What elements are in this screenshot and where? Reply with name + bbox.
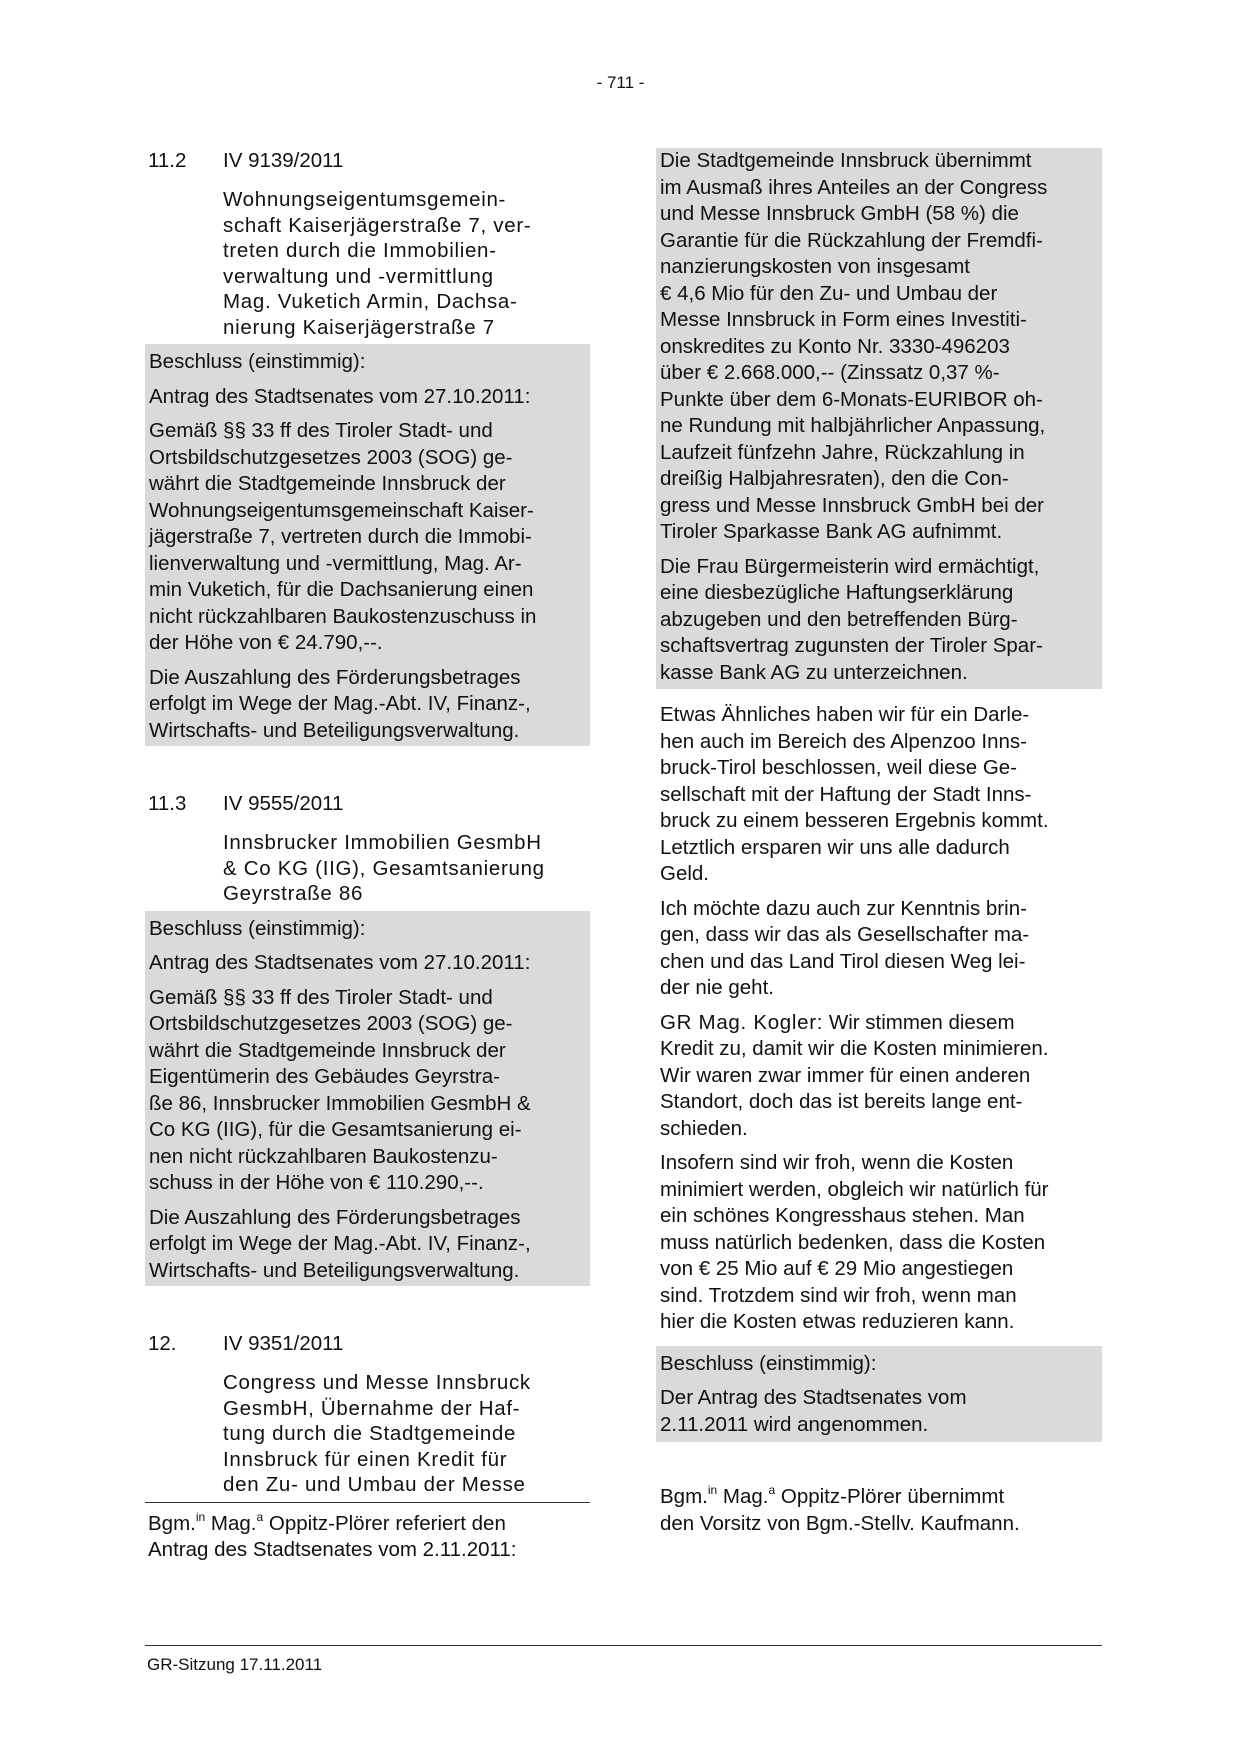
text-line: hier die Kosten etwas reduzieren kann. — [660, 1310, 1015, 1333]
resolution-block-11-3 — [145, 911, 590, 1287]
text-line: schieden. — [660, 1116, 748, 1140]
text-fragment: Oppitz-Plörer übernimmt — [775, 1485, 1005, 1508]
text-line: ne Rundung mit halbjährlicher Anpassung, — [660, 414, 1046, 437]
text-line: gress und Messe Innsbruck GmbH bei der — [660, 493, 1044, 517]
text-line: gen, dass wir das als Gesellschafter ma- — [660, 923, 1030, 946]
text-line: muss natürlich bedenken, dass die Kosten — [660, 1230, 1046, 1254]
title-line: Congress und Messe Innsbruck — [223, 1371, 531, 1394]
title-line: nierung Kaiserjägerstraße 7 — [223, 315, 495, 339]
text-line: Tiroler Sparkasse Bank AG aufnimmt. — [660, 520, 1003, 543]
adopted-text — [660, 1385, 1098, 1438]
text-line: schaftsvertrag zugunsten der Tiroler Spar- — [660, 634, 1043, 657]
text-line: erfolgt im Wege der Mag.-Abt. IV, Finanz-, — [149, 692, 531, 715]
superscript: in — [707, 1483, 718, 1497]
superscript: a — [768, 1483, 776, 1497]
text-line: sind. Trotzdem sind wir froh, wenn man — [660, 1283, 1017, 1307]
agenda-item-11-3-title — [223, 830, 590, 907]
speech-paragraph — [660, 1150, 1102, 1336]
title-line: Mag. Vuketich Armin, Dachsa- — [223, 290, 518, 313]
text-line: Wir waren zwar immer für einen anderen — [660, 1063, 1031, 1087]
text-line: minimiert werden, obgleich wir natürlich für — [660, 1177, 1049, 1201]
text-line: lienverwaltung und -vermittlung, Mag. Ar- — [149, 551, 522, 575]
text-line: Laufzeit fünfzehn Jahre, Rückzahlung in — [660, 440, 1025, 464]
agenda-number: 11.3 — [148, 792, 187, 815]
text-line: Ortsbildschutzgesetzes 2003 (SOG) ge- — [149, 445, 513, 469]
agenda-item-12-title-block — [145, 1370, 590, 1503]
text-line: nicht rückzahlbaren Baukostenzuschuss in — [149, 604, 537, 628]
title-line: & Co KG (IIG), Gesamtsanierung — [223, 856, 545, 880]
title-line: Innsbrucker Immobilien GesmbH — [223, 831, 542, 854]
text-fragment: Wir stimmen diesem — [823, 1010, 1015, 1034]
title-line: verwaltung und -vermittlung — [223, 264, 494, 288]
text-line: währt die Stadtgemeinde Innsbruck der — [149, 1038, 506, 1062]
text-line: währt die Stadtgemeinde Innsbruck der — [149, 472, 506, 495]
text-line: Co KG (IIG), für die Gesamtsanierung ei- — [149, 1118, 522, 1141]
text-line: Standort, doch das ist bereits lange ent- — [660, 1090, 1023, 1113]
speech-paragraph — [660, 896, 1102, 1002]
agenda-item-11-2-header — [148, 148, 590, 174]
text-line: eine diesbezügliche Haftungserklärung — [660, 581, 1014, 604]
text-line: Die Auszahlung des Förderungsbetrages — [149, 665, 521, 689]
superscript: in — [195, 1509, 206, 1524]
title-line: den Zu- und Umbau der Messe — [223, 1473, 526, 1496]
text-line: jägerstraße 7, vertreten durch die Immobi- — [149, 525, 532, 548]
resolution-block-12 — [656, 1346, 1102, 1443]
agenda-item-12-header — [148, 1331, 590, 1357]
agenda-number: 11.2 — [148, 149, 187, 172]
resolution-text — [149, 418, 586, 657]
resolution-heading: Beschluss (einstimmig): — [660, 1351, 877, 1375]
speech-paragraph — [660, 702, 1102, 888]
text-line: Letztlich ersparen wir uns alle dadurch — [660, 835, 1010, 859]
text-line: Garantie für die Rückzahlung der Fremdfi- — [660, 228, 1043, 252]
text-line: erfolgt im Wege der Mag.-Abt. IV, Finanz-, — [149, 1232, 531, 1255]
title-abbrev: Mag. — [717, 1485, 769, 1508]
title-line: Innsbruck für einen Kredit für — [223, 1447, 508, 1471]
page-number: - 711 - — [596, 73, 645, 92]
text-line: und Messe Innsbruck GmbH (58 %) die — [660, 202, 1019, 225]
text-line: Der Antrag des Stadtsenates vom — [660, 1386, 967, 1409]
text-line: kasse Bank AG zu unterzeichnen. — [660, 660, 968, 684]
agenda-reference: IV 9139/2011 — [223, 149, 344, 172]
text-line: den Vorsitz von Bgm.-Stellv. Kaufmann. — [660, 1511, 1020, 1535]
text-line — [660, 1484, 1102, 1511]
text-line: Wirtschafts- und Beteiligungsverwaltung. — [149, 1258, 520, 1282]
text-line: ße 86, Innsbrucker Immobilien GesmbH & — [149, 1091, 531, 1115]
text-line: Die Stadtgemeinde Innsbruck übernimmt — [660, 149, 1032, 172]
text-line: im Ausmaß ihres Anteiles an der Congress — [660, 175, 1048, 199]
text-line: bruck-Tirol beschlossen, weil diese Ge- — [660, 756, 1017, 779]
resolution-heading: Beschluss (einstimmig): — [149, 916, 366, 940]
left-column — [145, 148, 590, 1564]
rapporteur-line: Antrag des Stadtsenates vom 2.11.2011: — [148, 1538, 517, 1561]
text-line: ein schönes Kongresshaus stehen. Man — [660, 1204, 1025, 1227]
title-line: Geyrstraße 86 — [223, 882, 364, 905]
title-line: GesmbH, Übernahme der Haf- — [223, 1396, 521, 1420]
superscript: a — [256, 1509, 264, 1524]
speech-paragraph — [660, 1010, 1102, 1143]
text-line: Wohnungseigentumsgemeinschaft Kaiser- — [149, 498, 534, 522]
text-line: nen nicht rückzahlbaren Baukostenzu- — [149, 1144, 498, 1168]
text-line: sellschaft mit der Haftung der Stadt Inns- — [660, 782, 1032, 806]
text-line: Die Auszahlung des Förderungsbetrages — [149, 1205, 521, 1229]
agenda-item-11-2-title — [223, 187, 590, 340]
text-line: Kredit zu, damit wir die Kosten minimieren. — [660, 1037, 1049, 1060]
agenda-number: 12. — [148, 1332, 177, 1355]
text-line: Eigentümerin des Gebäudes Geyrstra- — [149, 1065, 500, 1088]
text-line: Wirtschafts- und Beteiligungsverwaltung. — [149, 718, 520, 742]
rapporteur-line — [148, 1511, 590, 1538]
text-line: bruck zu einem besseren Ergebnis kommt. — [660, 809, 1049, 832]
guarantee-block — [656, 148, 1102, 689]
resolution-heading: Beschluss (einstimmig): — [149, 350, 366, 373]
title-abbrev: Bgm. — [148, 1511, 196, 1535]
chair-change-note — [660, 1484, 1102, 1537]
text-line: dreißig Halbjahresraten), den die Con- — [660, 467, 1009, 490]
rapporteur-text — [148, 1511, 590, 1564]
agenda-reference: IV 9351/2011 — [223, 1332, 344, 1355]
text-line: min Vuketich, für die Dachsanierung einen — [149, 578, 534, 601]
text-line: € 4,6 Mio für den Zu- und Umbau der — [660, 281, 998, 305]
text-line: abzugeben und den betreffenden Bürg- — [660, 607, 1018, 631]
motion-heading: Antrag des Stadtsenates vom 27.10.2011: — [149, 951, 531, 974]
text-line: über € 2.668.000,-- (Zinssatz 0,37 %- — [660, 361, 1000, 384]
resolution-text — [149, 985, 586, 1197]
text-line: Insofern sind wir froh, wenn die Kosten — [660, 1151, 1014, 1174]
text-line: nanzierungskosten von insgesamt — [660, 255, 970, 278]
agenda-item-11-3-header — [148, 791, 590, 817]
text-line: von € 25 Mio auf € 29 Mio angestiegen — [660, 1257, 1014, 1280]
text-line: Gemäß §§ 33 ff des Tiroler Stadt- und — [149, 419, 493, 442]
footer-divider — [145, 1645, 1102, 1646]
guarantee-text — [660, 148, 1098, 546]
text-line: Die Frau Bürgermeisterin wird ermächtigt, — [660, 554, 1040, 578]
text-line: der nie geht. — [660, 976, 774, 999]
title-line: tung durch die Stadtgemeinde — [223, 1422, 517, 1445]
title-line: Wohnungseigentumsgemein- — [223, 188, 507, 211]
text-line: 2.11.2011 wird angenommen. — [660, 1412, 929, 1436]
resolution-block-11-2 — [145, 344, 590, 746]
payment-text — [149, 1205, 586, 1285]
text-line — [660, 1010, 1102, 1037]
text-line: hen auch im Bereich des Alpenzoo Inns- — [660, 729, 1027, 753]
right-column — [656, 148, 1102, 1537]
text-line: Punkte über dem 6-Monats-EURIBOR oh- — [660, 387, 1043, 411]
text-line: chen und das Land Tirol diesen Weg lei- — [660, 949, 1026, 973]
motion-heading: Antrag des Stadtsenates vom 27.10.2011: — [149, 384, 531, 408]
text-line: Ortsbildschutzgesetzes 2003 (SOG) ge- — [149, 1012, 513, 1035]
speaker-name: GR Mag. Kogler: — [660, 1010, 824, 1034]
text-line: onskredites zu Konto Nr. 3330-496203 — [660, 334, 1010, 358]
text-line: Etwas Ähnliches haben wir für ein Darle- — [660, 703, 1030, 726]
text-line: der Höhe von € 24.790,--. — [149, 631, 383, 654]
agenda-item-12-title — [223, 1370, 590, 1498]
authorization-text — [660, 554, 1098, 687]
title-line: schaft Kaiserjägerstraße 7, ver- — [223, 213, 532, 237]
text-line: Ich möchte dazu auch zur Kenntnis brin- — [660, 896, 1027, 920]
payment-text — [149, 665, 586, 745]
debate-section — [660, 702, 1102, 1336]
text-line: Gemäß §§ 33 ff des Tiroler Stadt- und — [149, 985, 493, 1009]
text-line: Geld. — [660, 862, 709, 885]
footer-session-label: GR-Sitzung 17.11.2011 — [147, 1655, 323, 1674]
text-fragment: Oppitz-Plörer referiert den — [263, 1511, 506, 1535]
title-abbrev: Bgm. — [660, 1485, 708, 1508]
agenda-reference: IV 9555/2011 — [223, 792, 344, 815]
text-line: schuss in der Höhe von € 110.290,--. — [149, 1171, 484, 1194]
title-abbrev: Mag. — [205, 1511, 257, 1535]
text-line: Messe Innsbruck in Form eines Investiti- — [660, 308, 1027, 331]
title-line: treten durch die Immobilien- — [223, 239, 497, 262]
